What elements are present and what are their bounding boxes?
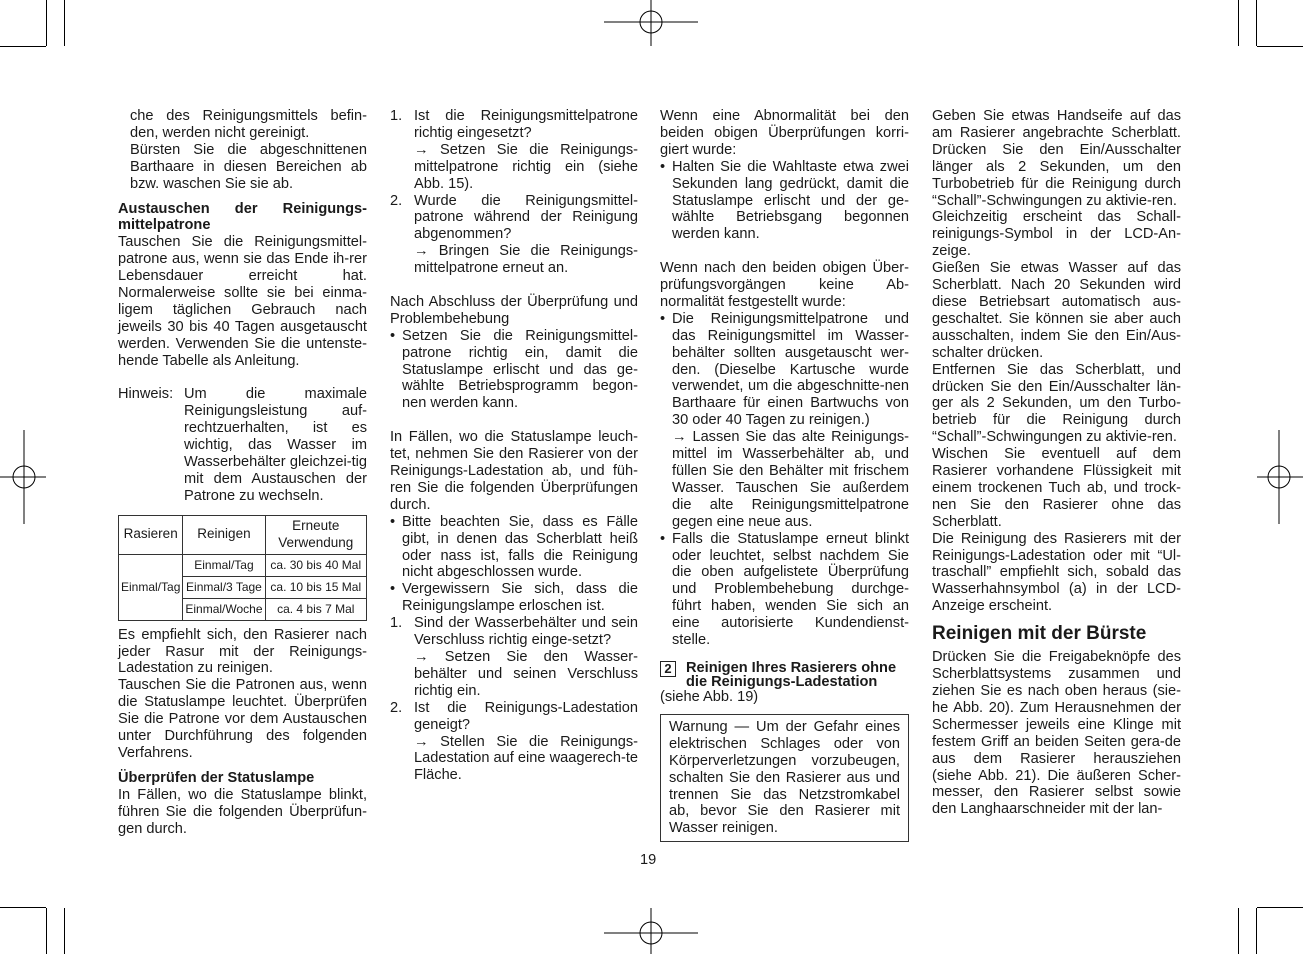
section-number: 2 — [660, 661, 676, 677]
bullet-text: Setzen Sie die Reinigungsmittel-patrone richtig ein, damit die Statuslampe erlischt und das ge-wählte Betriebsprogramm begon-nen werden kann. — [402, 327, 638, 412]
table-header: Erneute Verwendung — [265, 515, 366, 554]
list-text: Wurde die Reinigungsmittel-patrone während der Reinigung abgenommen? — [414, 192, 638, 243]
table-cell: ca. 4 bis 7 Mal — [265, 598, 366, 620]
bullet-item — [660, 159, 909, 244]
replacement-table — [118, 515, 367, 621]
list-item — [390, 193, 638, 244]
bullet-icon: • — [390, 327, 396, 344]
section-heading: Austauschen der Reinigungs-mittelpatrone — [118, 200, 367, 234]
paragraph: Gleichzeitig erscheint das Schall-reinigungs-Symbol in der LCD-An-zeige. — [932, 209, 1181, 260]
paragraph: Wenn eine Abnormalität bei den beiden obigen Überprüfungen korri-giert wurde: — [660, 108, 909, 158]
paragraph: Tauschen Sie die Reinigungsmittel-patrone aus, wenn sie das Ende ih-rer Lebensdauer erreicht hat. Normalerweise sollte sie bei einma-ligem täglichen Gebrauch nach jeweils 30 bis 40 Tagen ausgetauscht werden. Verwenden Sie die untenste-hende Tabelle als Anleitung. — [118, 234, 367, 369]
table-header: Rasieren — [119, 515, 183, 554]
column-2 — [390, 108, 638, 784]
paragraph: Geben Sie etwas Handseife auf das am Rasierer angebrachte Scherblatt. Drücken Sie den Ein/Ausschalter länger als 2 Sekunden, um den Turbobetrieb für die Reinigung durch “Schall”-Schwingungen zu aktivie-ren. — [932, 108, 1181, 209]
bullet-icon: • — [660, 530, 666, 547]
list-subitem: → Stellen Sie die Reinigungs-Ladestation auf eine waagerech-te Fläche. — [414, 733, 638, 784]
section-title: Reinigen Ihres Rasierers ohne die Reinigungs-Ladestation — [686, 659, 897, 690]
bullet-item — [660, 531, 909, 649]
column-3 — [660, 108, 909, 842]
list-subitem: → Bringen Sie die Reinigungs-mittelpatrone erneut an. — [414, 243, 638, 277]
list-number: 2. — [390, 699, 403, 716]
column-1 — [118, 108, 367, 838]
table-cell: Einmal/Woche — [183, 598, 265, 620]
bullet-item — [390, 581, 638, 615]
note-text: Um die maximale Reinigungsleistung auf-rechtzuerhalten, ist es wichtig, das Wasser im Wasserbehälter gleichzei-tig mit dem Austauschen der Patrone zu wechseln. — [184, 386, 367, 504]
list-number: 2. — [390, 192, 403, 209]
table-cell: ca. 30 bis 40 Mal — [265, 554, 366, 576]
bullet-text: Vergewissern Sie sich, dass die Reinigungslampe erloschen ist. — [402, 581, 638, 615]
table-cell: ca. 10 bis 15 Mal — [265, 576, 366, 598]
note-label: Hinweis: — [118, 386, 174, 403]
bullet-item — [390, 328, 638, 413]
paragraph: (siehe Abb. 19) — [660, 688, 759, 705]
paragraph: Wischen Sie eventuell auf dem Rasierer vorhandene Flüssigkeit mit einem trockenen Tuch ab, und trock-nen Sie den Rasierer ohne das Scherblatt. — [932, 446, 1181, 530]
list-text: Ist die Reinigungsmittelpatrone richtig eingesetzt? — [414, 108, 638, 141]
list-subitem: → Setzen Sie die Reinigungs-mittelpatrone richtig ein (siehe Abb. 15). — [414, 141, 638, 192]
paragraph: Nach Abschluss der Überprüfung und Problembehebung — [390, 293, 638, 327]
bullet-text-main: Die Reinigungsmittelpatrone und das Reinigungsmittel im Wasser-behälter sollten ausgetauscht wer-den. (Dieselbe Kartusche wurde verwendet, um die abgeschnitte-nen Barthaare für einen Bartwuchs von 30 oder 40 Tagen zu reinigen.) — [672, 310, 909, 429]
paragraph: Gießen Sie etwas Wasser auf das Scherblatt. Nach 20 Sekunden wird diese Betriebsart automatisch aus-geschaltet. Sie können sie aber auch ausschalten, indem Sie den Ein/Aus-schalter drücken. — [932, 260, 1181, 361]
paragraph: Es empfiehlt sich, den Rasierer nach jeder Rasur mit der Reinigungs-Ladestation zu reinigen. — [118, 626, 367, 677]
column-4 — [932, 108, 1181, 818]
bullet-item — [390, 514, 638, 582]
bullet-icon: • — [390, 581, 396, 598]
table-header: Reinigen — [183, 515, 265, 554]
bullet-text: Halten Sie die Wahltaste etwa zwei Sekunden lang gedrückt, damit die Statuslampe erlischt und der ge-wählte Betriebsgang begonnen werden kann. — [672, 158, 909, 243]
table-cell: Einmal/Tag — [183, 554, 265, 576]
bullet-text — [672, 311, 909, 531]
list-item — [390, 700, 638, 734]
paragraph: Drücken Sie die Freigabeknöpfe des Scherblattsystems zusammen und ziehen Sie es nach oben heraus (sie-he Abb. 20). Zum Herausnehmen der Schermesser jeweils eine Klinge mit festem Griff an beiden Seiten gera-de aus dem Rasierer herausziehen (siehe Abb. 21). Die äußeren Scher-messer, den Rasierer selbst sowie den Langhaarschneider mit der lan- — [932, 649, 1181, 818]
bullet-icon: • — [660, 158, 666, 175]
bullet-text: Falls die Statuslampe erneut blinkt oder leuchtet, selbst nachdem Sie die oben aufgelistete Überprüfung und Problembehebung durchge-führt haben, wenden Sie sich an eine autorisierte Kundendienst-stelle. — [672, 530, 909, 649]
paragraph: Entfernen Sie das Scherblatt, und drücken Sie den Ein/Ausschalter län-ger als 2 Sekunden, um den Turbo-betrieb für die Reinigung durch “Schall”-Schwingungen zu aktivie-ren. — [932, 361, 1181, 446]
section-heading — [660, 661, 909, 689]
bullet-item — [660, 311, 909, 531]
registration-mark-left — [0, 430, 46, 524]
table-cell: Einmal/Tag — [119, 554, 183, 620]
list-number: 1. — [390, 108, 403, 124]
list-text: Sind der Wasserbehälter und sein Verschluss richtig einge-setzt? — [414, 615, 638, 649]
list-item — [390, 108, 638, 142]
registration-mark-right — [1257, 430, 1303, 524]
paragraph: Die Reinigung des Rasierers mit der Reinigungs-Ladestation oder mit “Ul-traschall” empfiehlt sich, sobald das Wasserhahnsymbol (a) in der LCD-Anzeige erscheint. — [932, 530, 1181, 615]
paragraph: che des Reinigungsmittels befin-den, werden nicht gereinigt. — [130, 108, 367, 141]
paragraph: In Fällen, wo die Statuslampe leuch-tet, nehmen Sie den Rasierer von der Reinigungs-Ladestation ab, und füh-ren Sie die folgenden Überprüfungen durch. — [390, 429, 638, 513]
paragraph: Tauschen Sie die Patronen aus, wenn die Statuslampe leuchtet. Überprüfen Sie die Patrone vor dem Austauschen unter Durchführung des folgenden Verfahrens. — [118, 677, 367, 761]
registration-mark-top — [604, 0, 698, 46]
registration-mark-bottom — [604, 908, 698, 954]
paragraph: In Fällen, wo die Statuslampe blinkt, führen Sie die folgenden Überprüfun-gen durch. — [118, 786, 367, 837]
paragraph: Wenn nach den beiden obigen Über-prüfungsvorgängen keine Ab-normalität festgestellt wurde: — [660, 260, 909, 310]
list-number: 1. — [390, 615, 403, 632]
section-heading: Überprüfen der Statuslampe — [118, 769, 315, 786]
bullet-text: Bitte beachten Sie, dass es Fälle gibt, in denen das Scherblatt heiß oder nass ist, falls die Reinigung nicht abgeschlossen wurde. — [402, 513, 638, 581]
bullet-icon: • — [660, 310, 666, 327]
list-subitem: → Setzen Sie den Wasser-behälter und seinen Verschluss richtig ein. — [414, 648, 638, 699]
bullet-subtext: → Lassen Sie das alte Reinigungs-mittel im Wasserbehälter ab, und füllen Sie den Behälter mit frischem Wasser. Tauschen Sie außerdem die alte Reinigungsmittelpatrone gegen eine neue aus. — [672, 429, 909, 530]
paragraph: Bürsten Sie die abgeschnittenen Barthaare in diesen Bereichen ab bzw. waschen Sie sie ab. — [130, 141, 367, 192]
warning-box: Warnung — Um der Gefahr eines elektrischen Schlages oder von Körperverletzungen vorzubeugen, schalten Sie den Rasierer aus und trennen Sie das Netzstromkabel ab, bevor Sie den Rasierer mit Wasser reinigen. — [660, 714, 909, 842]
note — [118, 386, 367, 504]
list-text: Ist die Reinigungs-Ladestation geneigt? — [414, 699, 638, 733]
bullet-icon: • — [390, 513, 396, 530]
section-heading: Reinigen mit der Bürste — [932, 623, 1147, 645]
table-cell: Einmal/3 Tage — [183, 576, 265, 598]
page-number: 19 — [640, 852, 657, 868]
list-item — [390, 615, 638, 649]
